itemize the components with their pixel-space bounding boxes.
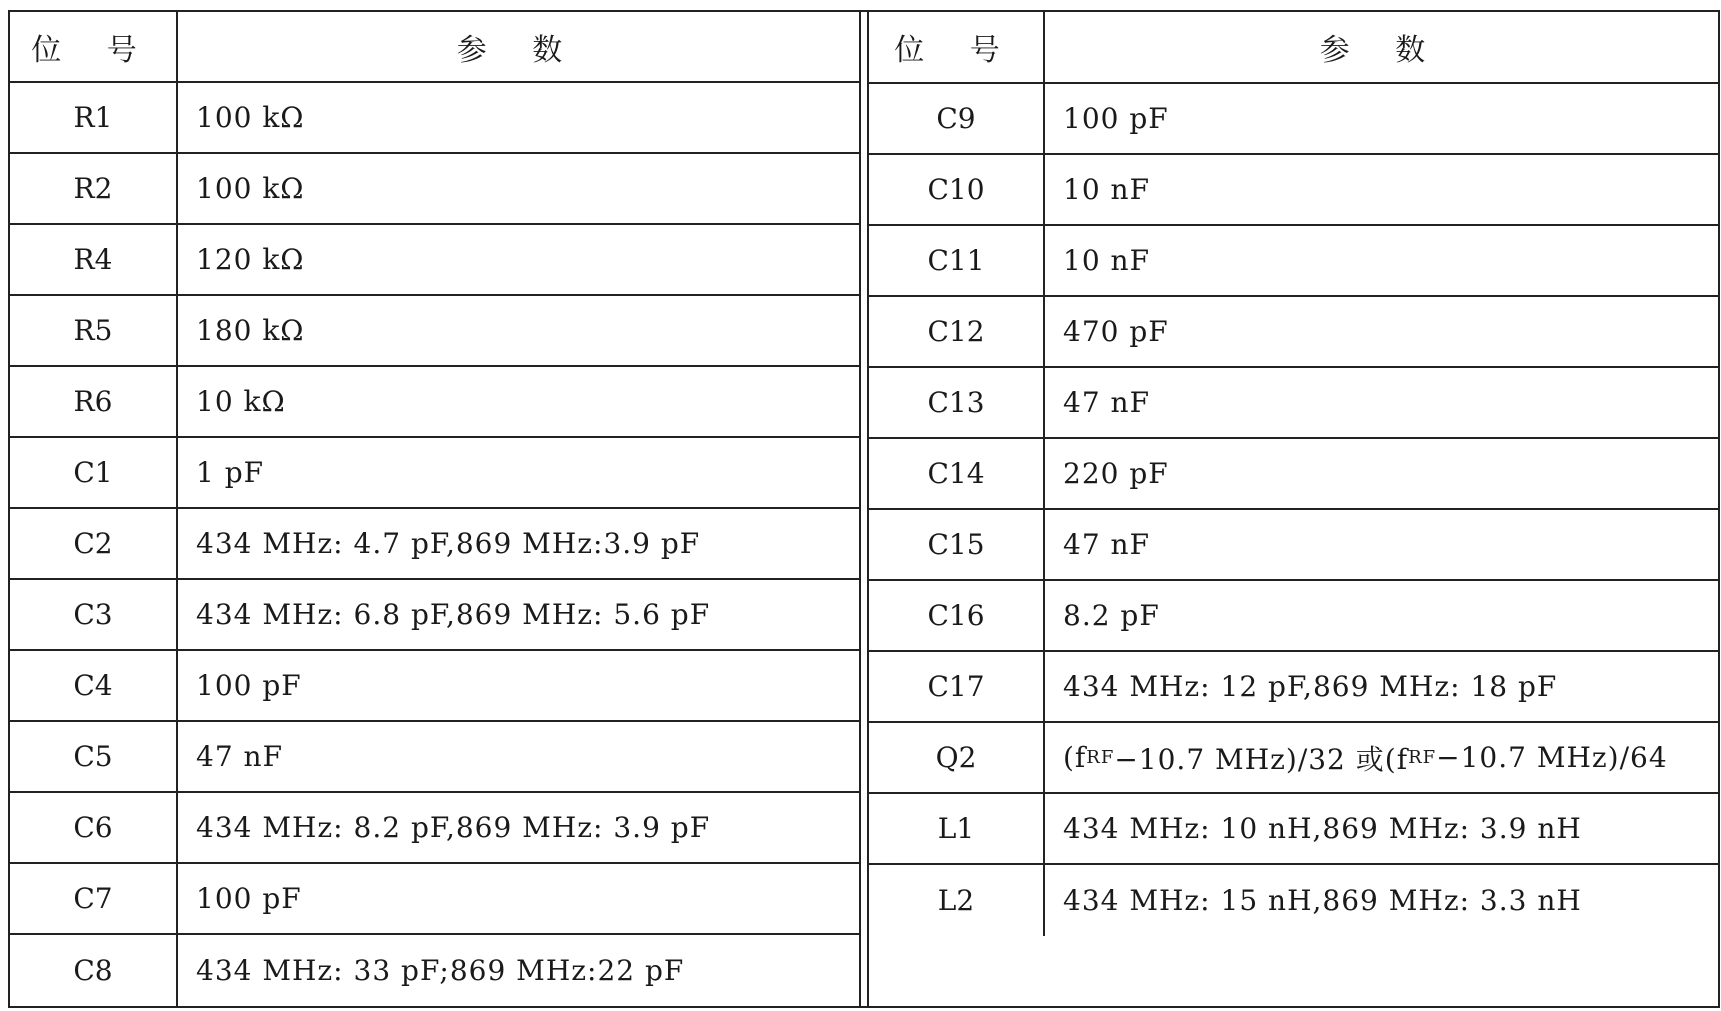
table-row	[10, 154, 859, 225]
position-number-cell: C8	[10, 935, 178, 1006]
parameter-cell: 434 MHz: 12 pF,869 MHz: 18 pF	[1063, 670, 1558, 703]
parameter-cell: 434 MHz: 15 nH,869 MHz: 3.3 nH	[1063, 884, 1582, 917]
parameter-cell: 10 nF	[1063, 244, 1150, 277]
parameter-cell: 47 nF	[196, 740, 283, 773]
position-number-cell: C17	[869, 652, 1045, 721]
position-number-cell: C1	[10, 438, 178, 507]
table-header-row	[10, 12, 859, 83]
parameter-table	[8, 10, 1720, 1008]
parameter-cell: 10 nF	[1063, 173, 1150, 206]
position-number-cell: C3	[10, 580, 178, 649]
parameter-cell: 100 pF	[1063, 102, 1169, 135]
position-number-cell: C10	[869, 155, 1045, 224]
empty-row	[869, 936, 1718, 1006]
position-number-cell: C16	[869, 581, 1045, 650]
parameter-cell: 180 kΩ	[196, 314, 305, 347]
parameter-cell: 47 nF	[1063, 386, 1150, 419]
parameter-cell: 470 pF	[1063, 315, 1169, 348]
table-row	[869, 652, 1718, 723]
table-row	[10, 793, 859, 864]
table-row	[10, 296, 859, 367]
parameter-cell: 434 MHz: 33 pF;869 MHz:22 pF	[196, 954, 685, 987]
table-left-half	[10, 12, 861, 1006]
table-row	[869, 581, 1718, 652]
table-row	[10, 580, 859, 651]
parameter-cell: 220 pF	[1063, 457, 1169, 490]
parameter-cell: 434 MHz: 8.2 pF,869 MHz: 3.9 pF	[196, 811, 711, 844]
position-number-cell: R6	[10, 367, 178, 436]
table-row	[869, 84, 1718, 155]
table-row	[869, 439, 1718, 510]
table-row	[869, 865, 1718, 936]
position-number-cell: C15	[869, 510, 1045, 579]
table-row	[10, 509, 859, 580]
table-row	[10, 864, 859, 935]
position-number-cell: C9	[869, 84, 1045, 153]
position-number-cell: R5	[10, 296, 178, 365]
parameter-cell: 100 kΩ	[196, 172, 305, 205]
header-position-number: 位 号	[869, 12, 1045, 82]
table-row	[869, 155, 1718, 226]
position-number-cell: C13	[869, 368, 1045, 437]
parameter-cell: 100 pF	[196, 669, 302, 702]
table-header-row	[869, 12, 1718, 84]
parameter-cell: 100 pF	[196, 882, 302, 915]
parameter-cell: 8.2 pF	[1063, 599, 1160, 632]
position-number-cell: R1	[10, 83, 178, 152]
position-number-cell: C6	[10, 793, 178, 862]
position-number-cell: R4	[10, 225, 178, 294]
table-row	[869, 510, 1718, 581]
table-row	[869, 297, 1718, 368]
table-row	[10, 438, 859, 509]
table-row	[869, 226, 1718, 297]
table-row	[10, 367, 859, 438]
table-row	[10, 225, 859, 296]
position-number-cell: C5	[10, 722, 178, 791]
table-right-half	[867, 12, 1718, 1006]
position-number-cell: C14	[869, 439, 1045, 508]
header-parameter: 参 数	[1319, 33, 1444, 68]
header-parameter: 参 数	[456, 32, 581, 68]
table-row	[10, 935, 859, 1006]
position-number-cell: C4	[10, 651, 178, 720]
position-number-cell: Q2	[869, 723, 1045, 792]
position-number-cell: R2	[10, 154, 178, 223]
header-position-number: 位 号	[10, 12, 178, 81]
parameter-cell: 434 MHz: 10 nH,869 MHz: 3.9 nH	[1063, 812, 1582, 845]
position-number-cell: L1	[869, 794, 1045, 863]
position-number-cell: C2	[10, 509, 178, 578]
parameter-cell: 120 kΩ	[196, 243, 305, 276]
parameter-cell: 434 MHz: 6.8 pF,869 MHz: 5.6 pF	[196, 598, 711, 631]
table-row	[869, 794, 1718, 865]
parameter-cell: 100 kΩ	[196, 101, 305, 134]
parameter-cell: 1 pF	[196, 456, 265, 489]
position-number-cell: C12	[869, 297, 1045, 366]
position-number-cell: C11	[869, 226, 1045, 295]
parameter-cell: 10 kΩ	[196, 385, 286, 418]
table-row	[10, 651, 859, 722]
position-number-cell: C7	[10, 864, 178, 933]
parameter-cell: 434 MHz: 4.7 pF,869 MHz:3.9 pF	[196, 527, 701, 560]
parameter-cell: (f RF −10.7 MHz)/32 或(f RF −10.7 MHz)/64	[1063, 741, 1668, 776]
table-row	[10, 83, 859, 154]
table-row	[869, 723, 1718, 794]
position-number-cell: L2	[869, 865, 1045, 936]
table-row	[10, 722, 859, 793]
parameter-cell: 47 nF	[1063, 528, 1150, 561]
table-row	[869, 368, 1718, 439]
